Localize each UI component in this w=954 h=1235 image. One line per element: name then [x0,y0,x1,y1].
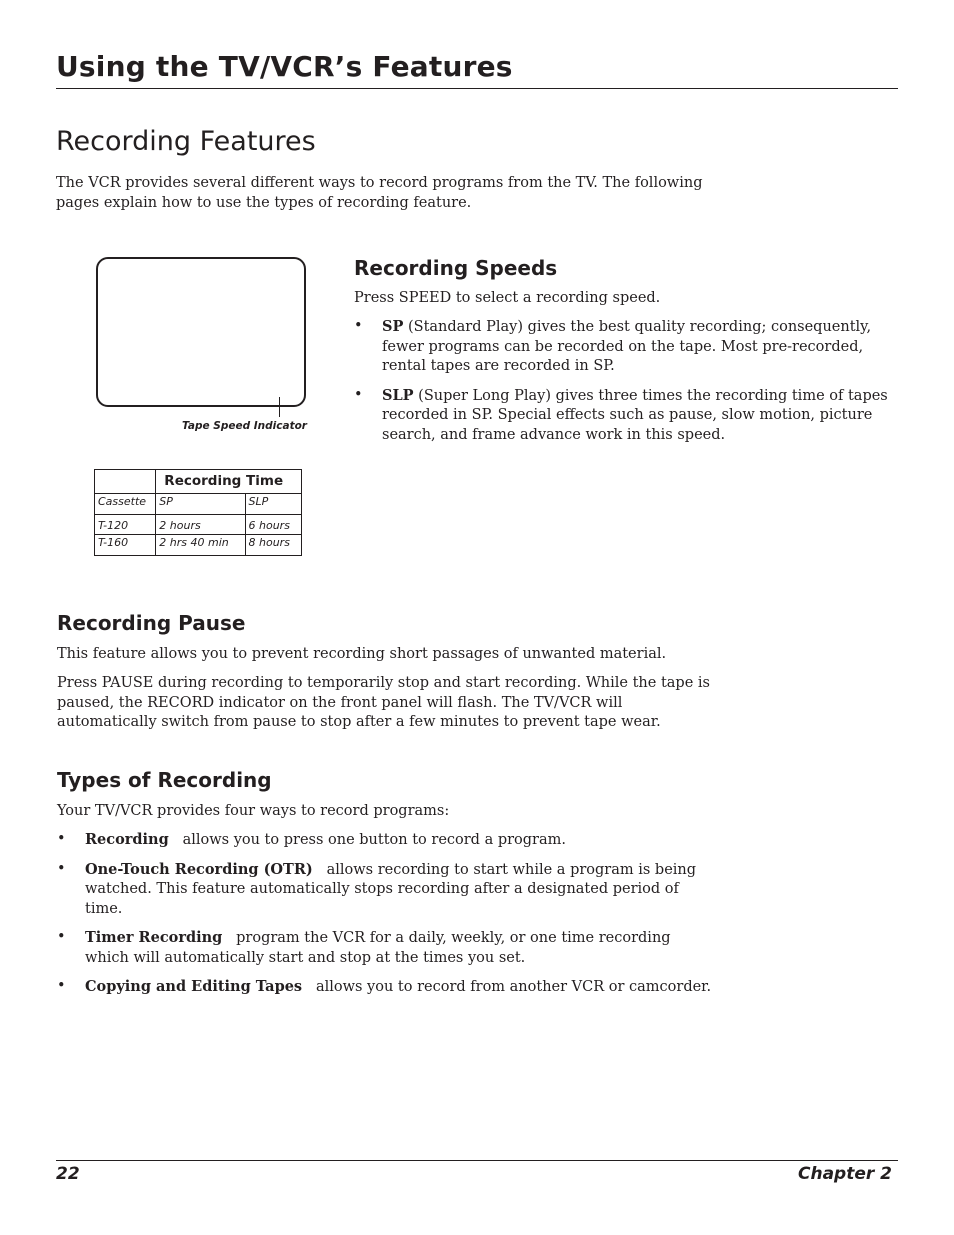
recording-type-description: program the VCR for a daily, weekly, or one time recording which will automatically start and stop at the times you set. [85,930,671,966]
header-divider [56,88,898,89]
section-header-title: Using the TV/VCR’s Features [56,50,513,83]
recording-type-description: allows you to record from another VCR or camcorder. [315,979,712,995]
page-title: Recording Features [56,126,316,157]
table-row [95,535,302,556]
chapter-label: Chapter 2 [797,1164,892,1184]
recording-type-term: Recording [85,831,169,848]
speed-description-sp: (Standard Play) gives the best quality recording; consequently, fewer programs can be recorded on the tape. Most pre-recorded, rental tapes are recorded in SP. [382,319,872,374]
bullet-marker: • [354,386,363,403]
table-cell-cassette: T-160 [98,536,129,549]
table-row [95,515,302,535]
table-cell-sp: 2 hours [156,515,245,535]
recording-type-description: allows recording to start while a program is being watched. This feature automatically stops recording after a designated period of time. [85,861,697,917]
list-item [57,977,713,998]
types-of-recording-list [57,830,713,1007]
indicator-pointer-line [279,397,280,417]
table-cell-cassette: T-120 [95,515,156,535]
types-of-recording-heading: Types of Recording [57,768,272,792]
bullet-marker: • [57,978,66,994]
recording-type-description: allows you to press one button to record a program. [182,832,566,848]
recording-time-table [94,469,302,556]
recording-pause-paragraph-2: Press PAUSE during recording to temporarily stop and start recording. While the tape is paused, the RECORD indicator on the front panel will flash. The TV/VCR will automatically switch from pause to stop after a few minutes to prevent tape wear. [57,675,710,730]
table-corner-cell [95,470,156,494]
list-item [57,860,713,920]
table-cell-sp: 2 hrs 40 min [156,535,245,556]
speed-term-sp: SP [382,318,404,335]
bullet-marker: • [354,318,363,334]
page-number: 22 [56,1164,80,1184]
intro-paragraph: The VCR provides several different ways to record programs from the TV. The following pages explain how to use the types of recording feature. [56,175,703,211]
recording-type-term: Timer Recording [85,929,223,946]
bullet-marker: • [57,831,66,847]
recording-pause-heading: Recording Pause [57,611,246,635]
column-header-slp: SLP [245,494,302,515]
speed-description-slp: (Super Long Play) gives three times the recording time of tapes recorded in SP. Special effects such as pause, slow motion, picture search, and frame advance work in this speed. [382,387,888,443]
recording-speeds-list [354,317,890,454]
types-of-recording-intro: Your TV/VCR provides four ways to record programs: [57,803,450,819]
figure-caption: Tape Speed Indicator [181,420,307,432]
column-header-sp: SP [156,494,245,515]
column-header-cassette: Cassette [95,494,156,515]
recording-speeds-intro: Press SPEED to select a recording speed. [354,290,661,306]
recording-type-term: One-Touch Recording (OTR) [85,860,313,878]
list-item [354,317,890,377]
recording-pause-paragraph-1: This feature allows you to prevent recording short passages of unwanted material. [57,646,667,662]
footer-divider [56,1160,898,1161]
tv-screen-illustration [96,257,306,407]
recording-speeds-heading: Recording Speeds [354,256,558,280]
list-item [57,830,713,851]
table-title: Recording Time [156,470,302,494]
bullet-marker: • [57,929,66,945]
bullet-marker: • [57,860,66,877]
recording-type-term: Copying and Editing Tapes [85,978,303,995]
table-cell-slp: 8 hours [245,535,302,556]
list-item [57,928,713,968]
speed-term-slp: SLP [382,386,414,404]
table-cell-slp: 6 hours [245,515,302,535]
list-item [354,386,890,446]
